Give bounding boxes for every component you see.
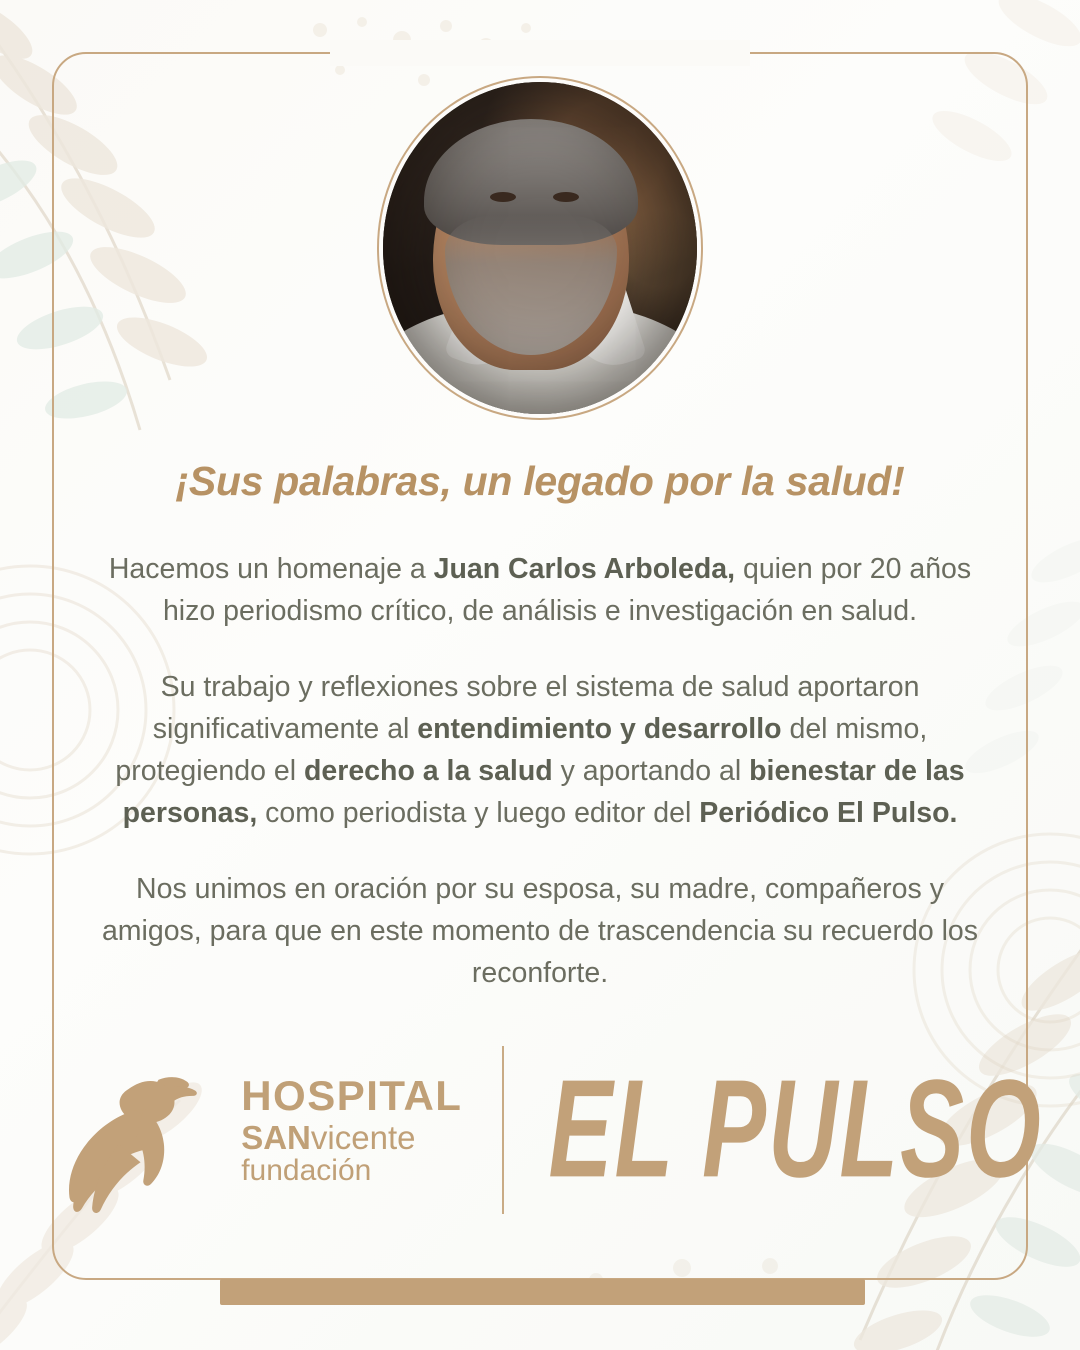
body-text: Nos unimos en oración por su esposa, su madre, compañeros y amigos, para que en este momento de trascendencia su recuerdo los reconforte. bbox=[101, 873, 979, 989]
body-text: quien por 20 años hizo periodismo crítico, de análisis e investigación en salud. bbox=[162, 553, 972, 627]
logo-row bbox=[0, 1030, 1080, 1230]
hospital-line-1: HOSPITAL bbox=[241, 1071, 463, 1119]
bottom-accent-bar bbox=[220, 1279, 865, 1305]
body-text: y aportando al bbox=[552, 755, 750, 787]
portrait-vignette bbox=[383, 82, 697, 414]
hospital-line-3: fundación bbox=[241, 1153, 372, 1187]
hospital-wordmark bbox=[241, 1071, 463, 1187]
tribute-body-text bbox=[90, 548, 990, 994]
emphasis-text: entendimiento y desarrollo bbox=[417, 713, 782, 745]
tribute-paragraph bbox=[90, 548, 990, 632]
portrait-frame bbox=[377, 76, 703, 420]
emphasis-text: Periódico El Pulso. bbox=[699, 797, 958, 829]
body-text: Hacemos un homenaje a bbox=[108, 553, 434, 585]
body-text: Su trabajo y reflexiones sobre el sistema de salud aportaron significativamente al bbox=[152, 671, 920, 745]
hospital-line-2-regular: vicente bbox=[310, 1118, 416, 1156]
hospital-line-2-bold: SAN bbox=[241, 1118, 311, 1156]
hospital-logo bbox=[37, 1040, 462, 1220]
hummingbird-icon bbox=[37, 1040, 227, 1220]
body-text: como periodista y luego editor del bbox=[257, 797, 700, 829]
body-text: del mismo, protegiendo el bbox=[115, 713, 928, 787]
logo-divider bbox=[502, 1046, 504, 1214]
tribute-paragraph bbox=[90, 666, 990, 834]
emphasis-text: derecho a la salud bbox=[303, 755, 553, 787]
emphasis-text: bienestar de las personas, bbox=[122, 755, 965, 829]
el-pulso-wordmark: EL PULSO bbox=[548, 1051, 1043, 1207]
hospital-line-2 bbox=[241, 1118, 462, 1156]
tribute-paragraph bbox=[90, 868, 990, 994]
avatar bbox=[383, 82, 697, 414]
emphasis-text: Juan Carlos Arboleda, bbox=[433, 553, 736, 585]
frame-top-gap bbox=[330, 40, 750, 66]
page-title: ¡Sus palabras, un legado por la salud! bbox=[175, 458, 905, 504]
